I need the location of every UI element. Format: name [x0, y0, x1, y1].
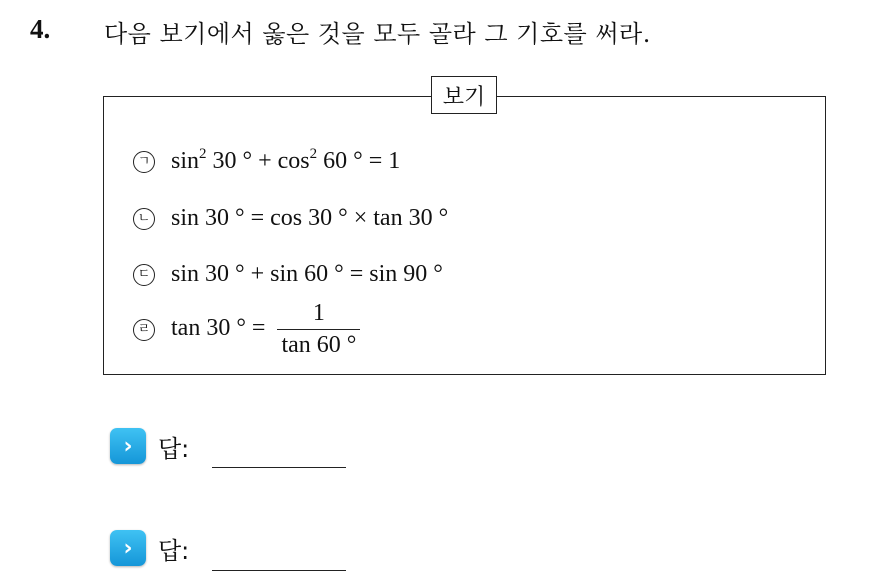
question-text: 다음 보기에서 옳은 것을 모두 골라 그 기호를 써라. [104, 20, 651, 48]
circled-marker: ㄱ [133, 151, 155, 173]
fraction-numerator: 1 [312, 300, 325, 326]
answer-label: 답: [158, 434, 190, 463]
chevron-right-icon: › [110, 428, 146, 464]
math-expression [171, 300, 360, 359]
math-expression: $\sin^2 30$ ° + $\cos^2 60$ ° = 1 [171, 146, 401, 174]
example-item-2 [133, 205, 448, 232]
answer-blank-1[interactable] [212, 467, 346, 468]
answer-row-1 [110, 428, 189, 464]
fraction-denominator: tan 60 ° [277, 329, 360, 359]
circled-marker: ㄷ [133, 264, 155, 286]
answer-blank-2[interactable] [212, 570, 346, 571]
example-item-3 [133, 261, 443, 288]
example-box-title: 보기 [431, 76, 497, 114]
circled-marker: ㄴ [133, 208, 155, 230]
example-item-1 [133, 148, 400, 175]
circled-marker: ㄹ [133, 319, 155, 341]
question-number: 4. [30, 14, 51, 44]
answer-row-2 [110, 530, 189, 566]
example-item-4 [133, 300, 360, 359]
chevron-right-icon: › [110, 530, 146, 566]
fraction-lhs: tan 30 ° = [171, 315, 266, 342]
math-expression: sin 30 ° = cos 30 ° × tan 30 ° [171, 205, 449, 231]
math-expression: sin 30 ° + sin 60 ° = sin 90 ° [171, 261, 443, 287]
fraction [277, 300, 360, 359]
answer-label: 답: [158, 536, 190, 565]
